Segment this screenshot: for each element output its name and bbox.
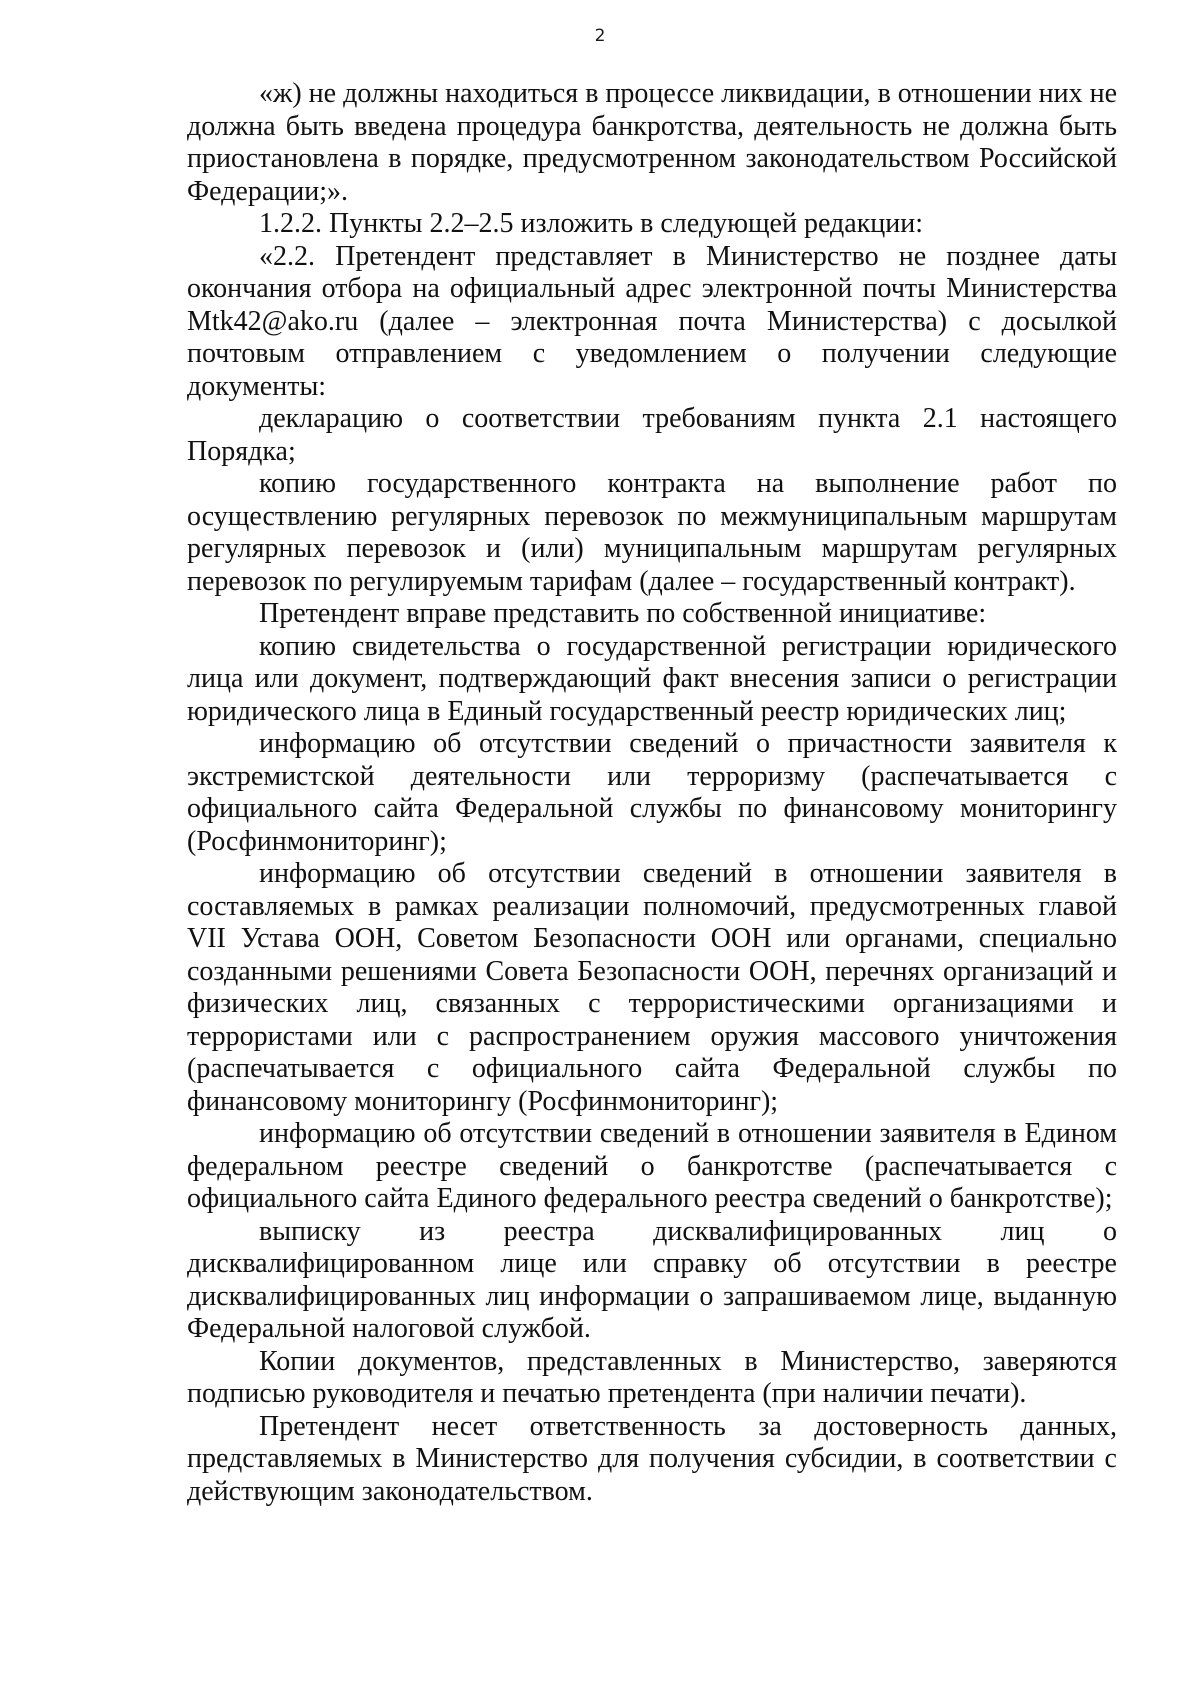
paragraph-disqualified-persons: выписку из реестра дисквалифицированных лиц о дисквалифицированном лице или справку об отсутствии в реестре дисквалифицированных лиц информации о запрашиваемом лице, выданную Федеральной налоговой службой. — [187, 1215, 1117, 1344]
document-body — [187, 78, 1117, 1508]
paragraph-bankruptcy-info: информацию об отсутствии сведений в отношении заявителя в Едином федеральном реестре сведений о банкротстве (распечатывается с официального сайта Единого федерального реестра сведений о банкротстве); — [187, 1118, 1117, 1214]
paragraph-extremism-info: информацию об отсутствии сведений о причастности заявителя к экстремистской деятельности или терроризму (распечатывается с официального сайта Федеральной службы по финансовому мониторингу (Росфинмониторинг); — [187, 728, 1117, 857]
paragraph-declaration: декларацию о соответствии требованиям пункта 2.1 настоящего Порядка; — [187, 403, 1117, 467]
paragraph-own-initiative: Претендент вправе представить по собственной инициативе: — [259, 598, 987, 629]
paragraph-contract-copy: копию государственного контракта на выполнение работ по осуществлению регулярных перевозок по межмуниципальным маршрутам регулярных перевозок и (или) муниципальным маршрутам регулярных перевозок по регулируемым тарифам (далее – государственный контракт). — [187, 468, 1117, 597]
paragraph-copies-certification: Копии документов, представленных в Министерство, заверяются подписью руководителя и печатью претендента (при наличии печати). — [187, 1345, 1117, 1409]
paragraph-amendment-heading: 1.2.2. Пункты 2.2–2.5 изложить в следующей редакции: — [259, 208, 924, 239]
page-number: 2 — [594, 26, 606, 46]
paragraph-responsibility: Претендент несет ответственность за достоверность данных, представляемых в Министерство для получения субсидии, в соответствии с действующим законодательством. — [187, 1410, 1117, 1507]
paragraph-liquidation-requirement: «ж) не должны находиться в процессе ликвидации, в отношении них не должна быть введена процедура банкротства, деятельность не должна быть приостановлена в порядке, предусмотренном законодательством Российской Федерации;». — [187, 78, 1117, 207]
paragraph-clause-2-2: «2.2. Претендент представляет в Министерство не позднее даты окончания отбора на официальный адрес электронной почты Министерства Mtk42@ako.ru (далее – электронная почта Министерства) с досылкой почтовым отправлением с уведомлением о получении следующие документы: — [187, 240, 1117, 402]
paragraph-registration-certificate: копию свидетельства о государственной регистрации юридического лица или документ, подтверждающий факт внесения записи о регистрации юридического лица в Единый государственный реестр юридических лиц; — [187, 630, 1117, 727]
paragraph-un-lists-info: информацию об отсутствии сведений в отношении заявителя в составляемых в рамках реализации полномочий, предусмотренных главой VII Устава ООН, Советом Безопасности ООН или органами, специально созданными решениями Совета Безопасности ООН, перечнях организаций и физических лиц, связанных с террористическими организациями и террористами или с распространением оружия массового уничтожения (распечатывается с официального сайта Федеральной службы по финансовому мониторингу (Росфинмониторинг); — [187, 858, 1117, 1117]
